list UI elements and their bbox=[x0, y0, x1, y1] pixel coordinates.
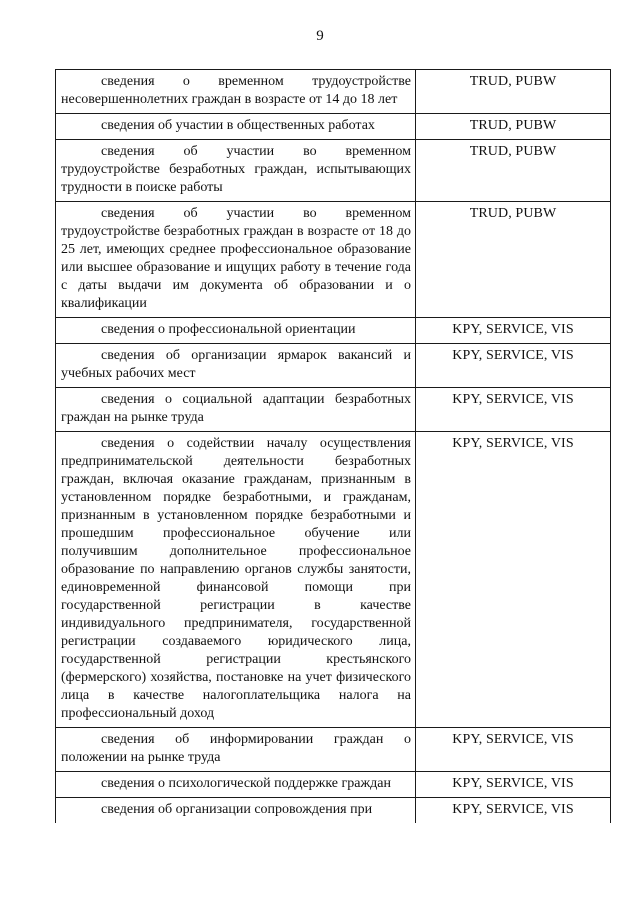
description-cell: сведения об информировании граждан о положении на рынке труда bbox=[56, 728, 416, 772]
codes-cell: KPY, SERVICE, VIS bbox=[416, 344, 611, 388]
table-row bbox=[56, 432, 611, 728]
table-row bbox=[56, 772, 611, 798]
description-cell: сведения о профессиональной ориентации bbox=[56, 318, 416, 344]
description-cell: сведения о психологической поддержке граждан bbox=[56, 772, 416, 798]
codes-cell: KPY, SERVICE, VIS bbox=[416, 432, 611, 728]
description-cell: сведения об участии во временном трудоустройстве безработных граждан в возрасте от 18 до 25 лет, имеющих среднее профессиональное образование или высшее образование и ищущих работу в течение года с даты выдачи им документа об образовании и о квалификации bbox=[56, 202, 416, 318]
table-row bbox=[56, 202, 611, 318]
table-row bbox=[56, 728, 611, 772]
codes-cell: KPY, SERVICE, VIS bbox=[416, 772, 611, 798]
description-cell: сведения об организации сопровождения при bbox=[56, 798, 416, 824]
table-row bbox=[56, 388, 611, 432]
table-row bbox=[56, 114, 611, 140]
page-number: 9 bbox=[316, 28, 324, 44]
table-row bbox=[56, 140, 611, 202]
description-cell: сведения об организации ярмарок вакансий и учебных рабочих мест bbox=[56, 344, 416, 388]
table-row bbox=[56, 798, 611, 824]
codes-cell: KPY, SERVICE, VIS bbox=[416, 318, 611, 344]
description-cell: сведения об участии в общественных работах bbox=[56, 114, 416, 140]
description-cell: сведения о социальной адаптации безработных граждан на рынке труда bbox=[56, 388, 416, 432]
data-types-table bbox=[55, 69, 611, 823]
table-row bbox=[56, 70, 611, 114]
description-cell: сведения об участии во временном трудоустройстве безработных граждан, испытывающих трудности в поиске работы bbox=[56, 140, 416, 202]
codes-cell: KPY, SERVICE, VIS bbox=[416, 388, 611, 432]
description-cell: сведения о содействии началу осуществления предпринимательской деятельности безработных граждан, включая оказание гражданам, признанным в установленном порядке безработными, и гражданам, признанным в установленном порядке безработными и прошедшим профессиональное обучение или получившим дополнительное профессиональное образование по направлению органов службы занятости, единовременной финансовой помощи при государственной регистрации в качестве индивидуального предпринимателя, государственной регистрации создаваемого юридического лица, государственной регистрации крестьянского (фермерского) хозяйства, постановке на учет физического лица в качестве налогоплательщика налога на профессиональный доход bbox=[56, 432, 416, 728]
codes-cell: TRUD, PUBW bbox=[416, 70, 611, 114]
codes-cell: KPY, SERVICE, VIS bbox=[416, 728, 611, 772]
codes-cell: TRUD, PUBW bbox=[416, 114, 611, 140]
table-row bbox=[56, 344, 611, 388]
description-cell: сведения о временном трудоустройстве несовершеннолетних граждан в возрасте от 14 до 18 лет bbox=[56, 70, 416, 114]
codes-cell: KPY, SERVICE, VIS bbox=[416, 798, 611, 824]
codes-cell: TRUD, PUBW bbox=[416, 202, 611, 318]
table-row bbox=[56, 318, 611, 344]
codes-cell: TRUD, PUBW bbox=[416, 140, 611, 202]
